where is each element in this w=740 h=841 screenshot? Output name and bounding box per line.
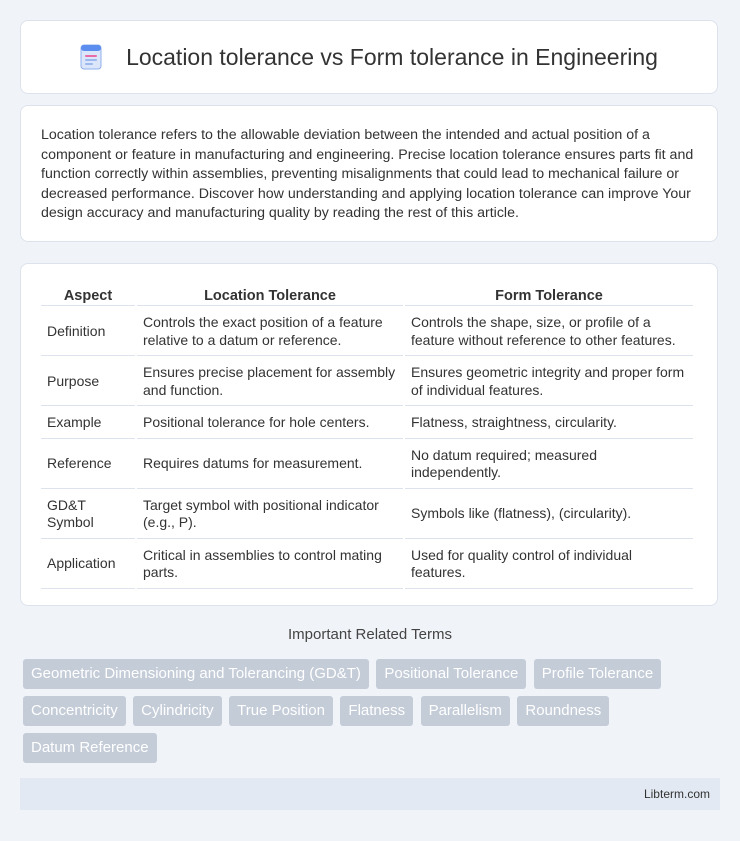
cell-location: Requires datums for measurement. — [137, 441, 403, 489]
cell-form: Controls the shape, size, or profile of a feature without reference to other features. — [405, 308, 693, 356]
cell-aspect: Purpose — [41, 358, 135, 406]
table-row — [41, 541, 693, 589]
document-icon — [80, 44, 102, 70]
page-title: Location tolerance vs Form tolerance in Engineering — [126, 43, 658, 70]
related-term-tag[interactable]: Geometric Dimensioning and Tolerancing (GD&T) — [23, 659, 369, 689]
related-term-tag[interactable]: Positional Tolerance — [376, 659, 526, 689]
cell-aspect: Example — [41, 408, 135, 439]
table-row — [41, 441, 693, 489]
cell-form: Flatness, straightness, circularity. — [405, 408, 693, 439]
cell-location: Positional tolerance for hole centers. — [137, 408, 403, 439]
table-header-row — [41, 284, 693, 306]
related-terms-list — [23, 659, 703, 770]
cell-form: Symbols like (flatness), (circularity). — [405, 491, 693, 539]
cell-aspect: GD&T Symbol — [41, 491, 135, 539]
cell-location: Controls the exact position of a feature relative to a datum or reference. — [137, 308, 403, 356]
header-location-tolerance: Location Tolerance — [137, 284, 403, 306]
related-terms-title: Important Related Terms — [288, 626, 452, 643]
header-card — [20, 20, 718, 94]
footer-site-link[interactable]: Libterm.com — [643, 787, 710, 801]
related-term-tag[interactable]: Roundness — [517, 696, 609, 726]
cell-aspect: Reference — [41, 441, 135, 489]
related-term-tag[interactable]: Cylindricity — [133, 696, 222, 726]
cell-location: Ensures precise placement for assembly and function. — [137, 358, 403, 406]
header-aspect: Aspect — [41, 284, 135, 306]
table-row — [41, 491, 693, 539]
cell-form: No datum required; measured independently. — [405, 441, 693, 489]
cell-location: Critical in assemblies to control mating parts. — [137, 541, 403, 589]
cell-aspect: Application — [41, 541, 135, 589]
table-row — [41, 308, 693, 356]
cell-form: Ensures geometric integrity and proper form of individual features. — [405, 358, 693, 406]
related-term-tag[interactable]: Datum Reference — [23, 733, 157, 763]
cell-location: Target symbol with positional indicator (e.g., P). — [137, 491, 403, 539]
header-form-tolerance: Form Tolerance — [405, 284, 693, 306]
cell-form: Used for quality control of individual features. — [405, 541, 693, 589]
table-row — [41, 408, 693, 439]
related-term-tag[interactable]: Profile Tolerance — [534, 659, 661, 689]
related-term-tag[interactable]: Parallelism — [421, 696, 510, 726]
cell-aspect: Definition — [41, 308, 135, 356]
intro-text: Location tolerance refers to the allowable deviation between the intended and actual position of a component or feature in manufacturing and engineering. Precise location tolerance ensures parts fit and function correctly within assemblies, preventing misalignments that could lead to mechanical failure or decreased performance. Discover how understanding and applying location tolerance can improve Your design accuracy and manufacturing quality by reading the rest of this article. — [41, 127, 694, 222]
intro-card — [20, 105, 718, 242]
comparison-table-card — [20, 263, 718, 606]
related-term-tag[interactable]: Flatness — [340, 696, 413, 726]
related-term-tag[interactable]: Concentricity — [23, 696, 126, 726]
related-term-tag[interactable]: True Position — [229, 696, 333, 726]
comparison-table — [39, 282, 695, 591]
footer — [20, 778, 720, 810]
table-row — [41, 358, 693, 406]
